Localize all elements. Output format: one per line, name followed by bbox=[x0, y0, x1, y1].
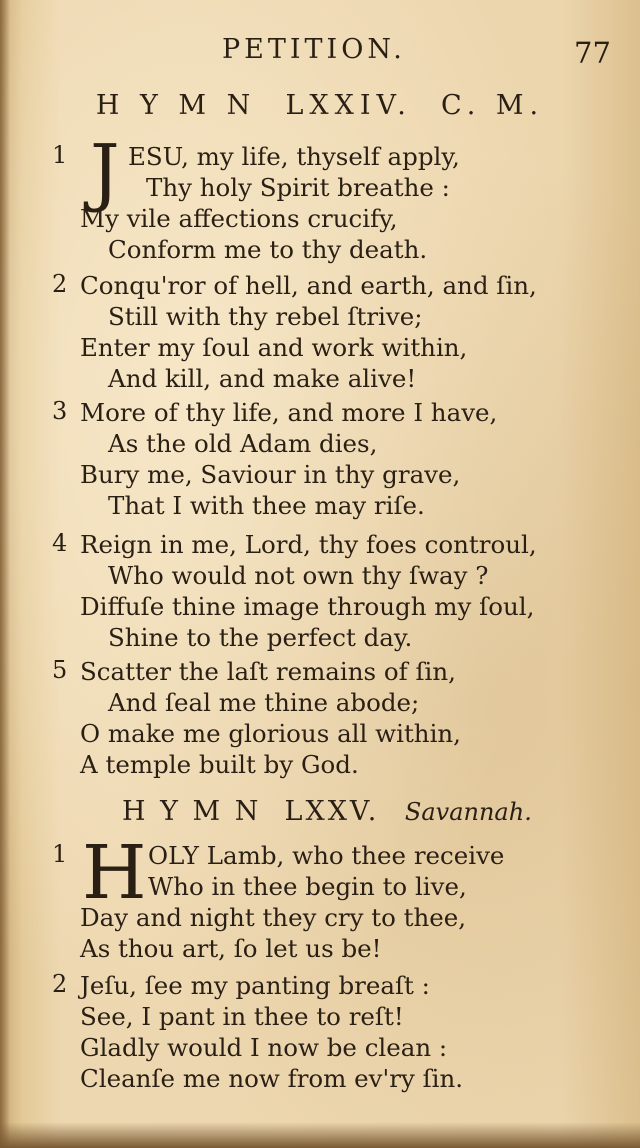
verse-line: O make me glorious all within, bbox=[80, 719, 461, 748]
hymn-title: H Y M N LXXIV. C. M. bbox=[95, 90, 545, 121]
stanza-number: 4 bbox=[52, 529, 68, 557]
verse-line: That I with thee may riſe. bbox=[108, 491, 425, 520]
verse-line: Who would not own thy ſway ? bbox=[108, 561, 489, 590]
verse-line: More of thy life, and more I have, bbox=[80, 398, 498, 427]
stanza-number: 5 bbox=[52, 656, 68, 684]
stanza-number: 1 bbox=[52, 141, 68, 169]
verse-line: And ſeal me thine abode; bbox=[108, 688, 420, 717]
verse-line: Reign in me, Lord, thy foes controul, bbox=[80, 530, 537, 559]
stanza bbox=[52, 397, 612, 521]
page-number: 77 bbox=[574, 36, 611, 70]
verse-line: Scatter the laſt remains of ſin, bbox=[80, 657, 456, 686]
stanza bbox=[52, 270, 612, 394]
verse-line: See, I pant in thee to reſt! bbox=[80, 1002, 404, 1031]
verse-line: Gladly would I now be clean : bbox=[80, 1033, 448, 1062]
drop-capital: H bbox=[82, 830, 147, 916]
hymn-title bbox=[122, 796, 542, 827]
verse-line: Day and night they cry to thee, bbox=[80, 903, 467, 932]
page-bottom-edge bbox=[0, 1122, 640, 1148]
running-title: PETITION. bbox=[222, 34, 406, 65]
verse-line: Shine to the perfect day. bbox=[108, 623, 413, 652]
verse-line: A temple built by God. bbox=[80, 750, 359, 779]
drop-capital: J bbox=[90, 129, 120, 215]
stanza bbox=[52, 656, 612, 780]
verse-line: Enter my ſoul and work within, bbox=[80, 333, 468, 362]
verse-line: Jeſu, ſee my panting breaſt : bbox=[80, 971, 430, 1000]
stanza-number: 1 bbox=[52, 840, 68, 868]
stanza-number: 3 bbox=[52, 397, 68, 425]
stanza bbox=[52, 529, 612, 653]
tune-name: Savannah. bbox=[404, 798, 532, 826]
verse-line: Diffuſe thine image through my ſoul, bbox=[80, 592, 535, 621]
verse-line: OLY Lamb, who thee receive bbox=[148, 841, 505, 870]
verse-line: Thy holy Spirit breathe : bbox=[146, 173, 450, 202]
verse-line: Still with thy rebel ſtrive; bbox=[108, 302, 423, 331]
verse-line: As the old Adam dies, bbox=[108, 429, 378, 458]
stanza bbox=[52, 129, 612, 265]
verse-line: Cleanſe me now from ev'ry ſin. bbox=[80, 1064, 464, 1093]
stanza-number: 2 bbox=[52, 270, 68, 298]
verse-line: My vile affections crucify, bbox=[80, 204, 398, 233]
verse-line: Who in thee begin to live, bbox=[148, 872, 467, 901]
verse-line: Conform me to thy death. bbox=[108, 235, 428, 264]
stanza bbox=[52, 830, 612, 964]
verse-line: As thou art, ſo let us be! bbox=[80, 934, 382, 963]
running-header bbox=[0, 34, 640, 74]
page-gutter-shadow bbox=[0, 0, 10, 1148]
verse-line: And kill, and make alive! bbox=[108, 364, 417, 393]
verse-line: Bury me, Saviour in thy grave, bbox=[80, 460, 461, 489]
verse-line: ESU, my life, thyself apply, bbox=[128, 142, 460, 171]
verse-line: Conqu'ror of hell, and earth, and ſin, bbox=[80, 271, 537, 300]
stanza bbox=[52, 970, 612, 1094]
stanza-number: 2 bbox=[52, 970, 68, 998]
hymn-heading: H Y M N LXXV. bbox=[122, 796, 380, 827]
